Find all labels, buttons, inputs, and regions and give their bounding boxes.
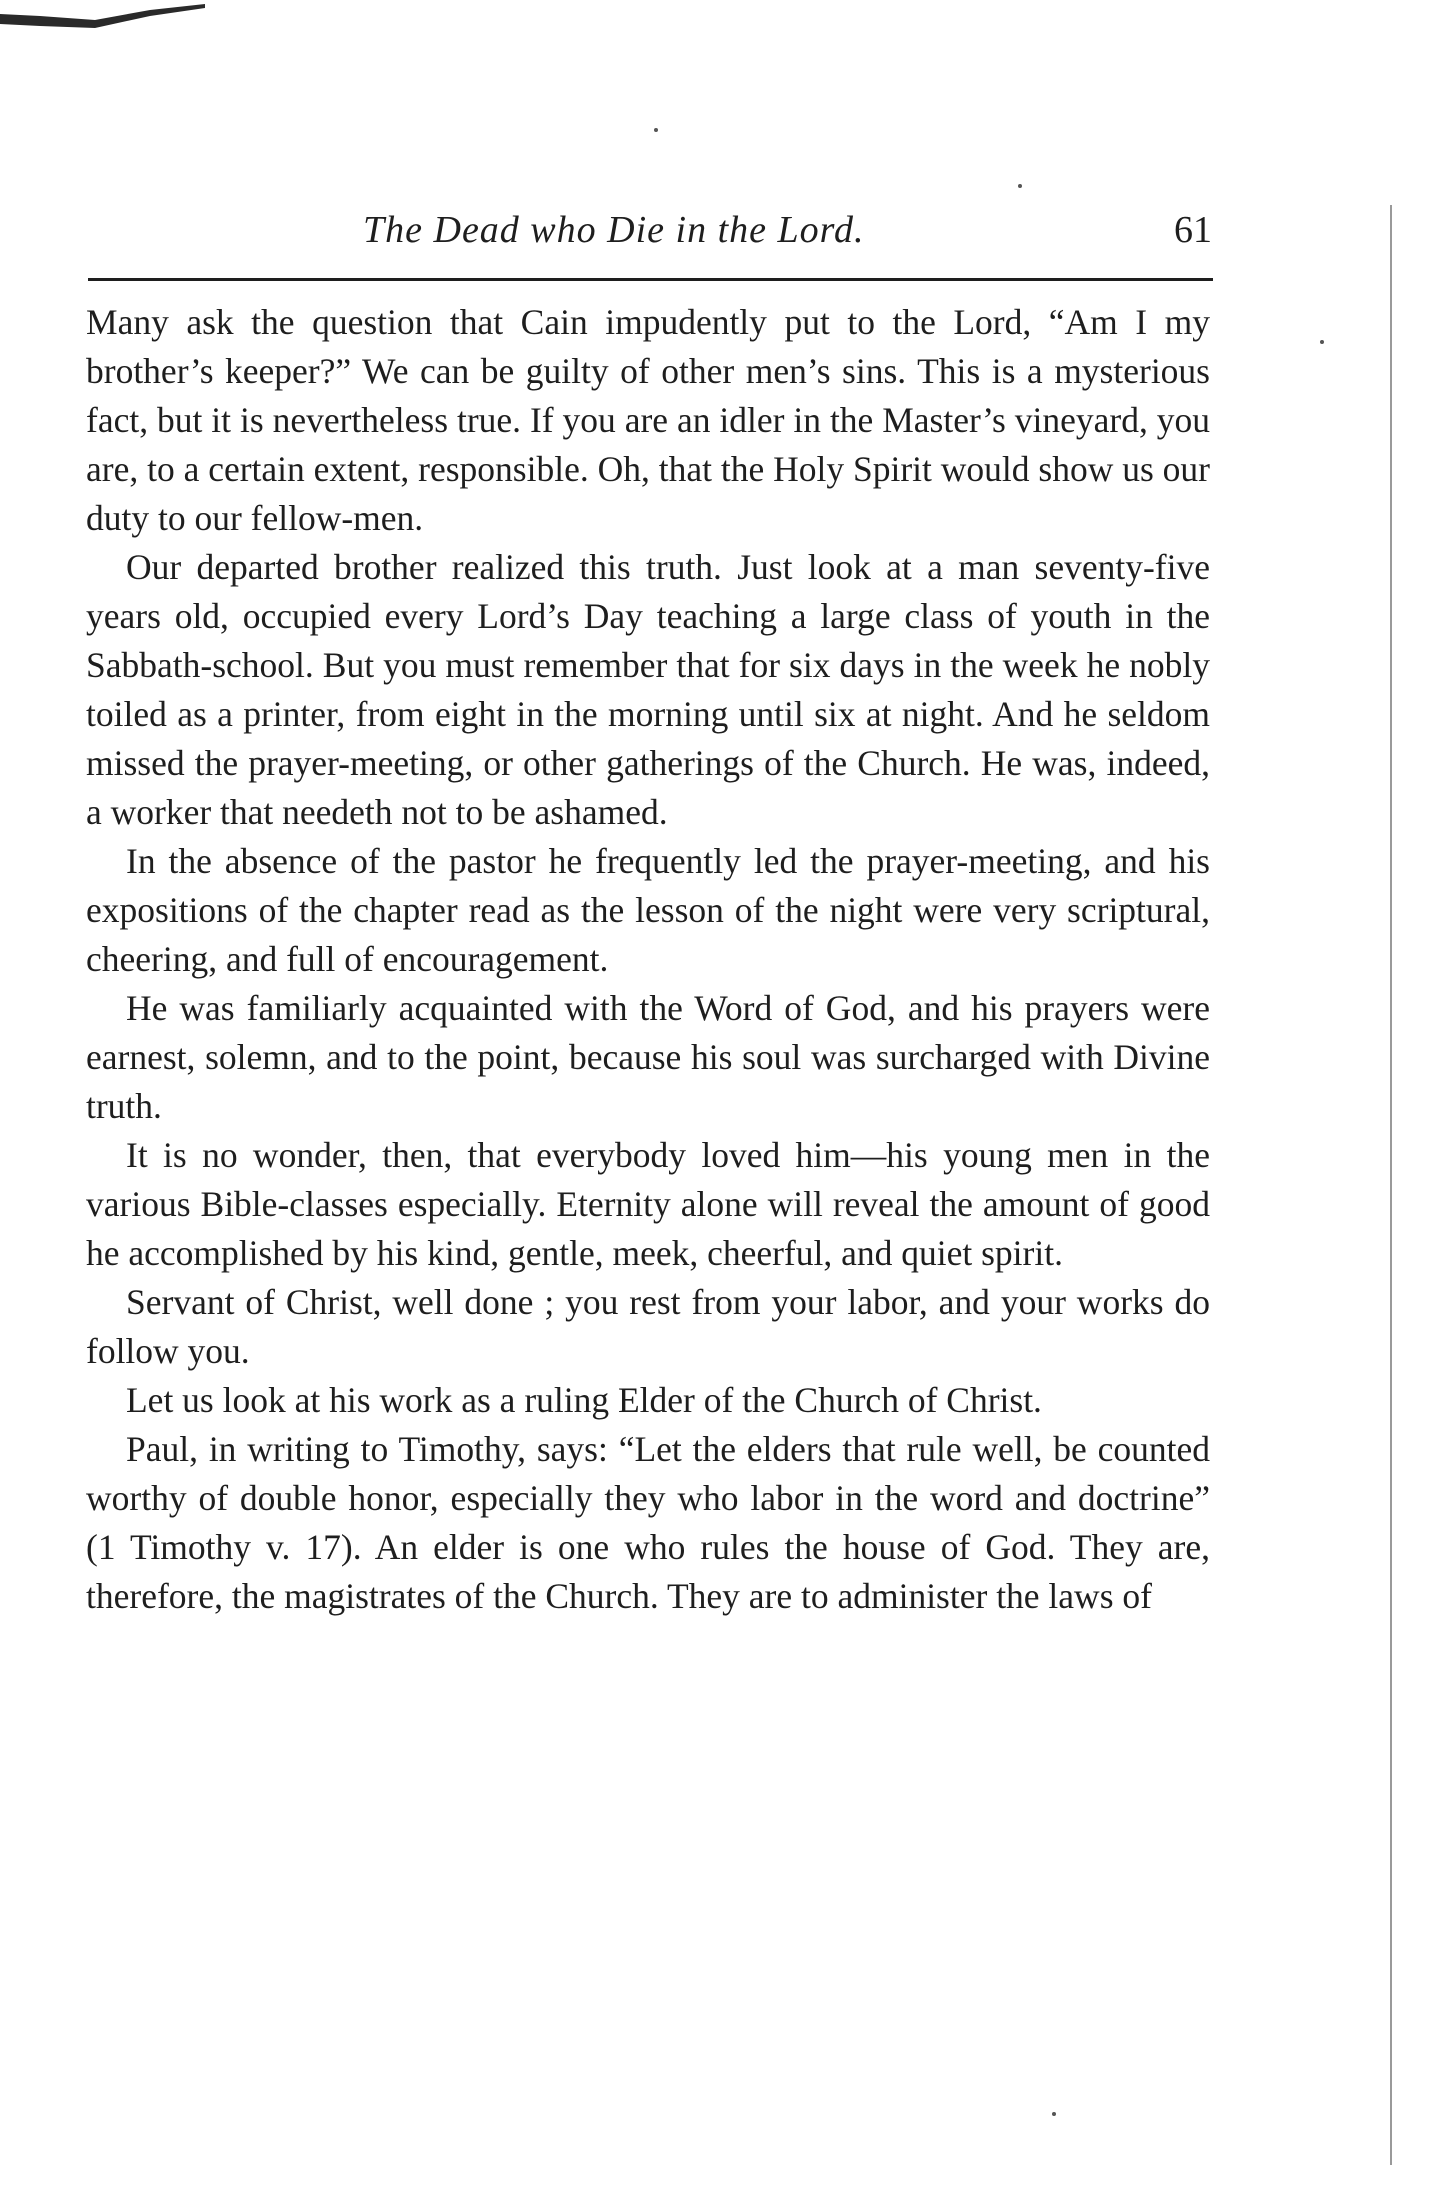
scan-artifact-mark bbox=[0, 0, 210, 40]
paragraph: Our departed brother realized this truth. Just look at a man seventy-five years old, occupied every Lord’s Day teaching a large class of youth in the Sabbath-school. But you must remember that for six days in the week he nobly toiled as a printer, from eight in the morning until six at night. And he seldom missed the prayer-meeting, or other gatherings of the Church. He was, indeed, a worker that needeth not to be ashamed. bbox=[86, 547, 1210, 832]
page-number: 61 bbox=[1174, 209, 1212, 251]
running-header bbox=[88, 202, 1212, 258]
body-text bbox=[86, 298, 1210, 1621]
scan-speck bbox=[1052, 2112, 1056, 2116]
scan-speck bbox=[654, 128, 658, 132]
scan-speck bbox=[1018, 184, 1022, 188]
paragraph: He was familiarly acquainted with the Word of God, and his prayers were earnest, solemn, and to the point, because his soul was surcharged with Divine truth. bbox=[86, 988, 1210, 1126]
header-rule bbox=[88, 278, 1213, 281]
paragraph: In the absence of the pastor he frequently led the prayer-meeting, and his expositions of the chapter read as the lesson of the night were very scriptural, cheering, and full of encouragement. bbox=[86, 841, 1210, 979]
paragraph: Servant of Christ, well done ; you rest from your labor, and your works do follow you. bbox=[86, 1282, 1210, 1371]
running-title: The Dead who Die in the Lord. bbox=[363, 209, 865, 251]
paragraph: Let us look at his work as a ruling Elder of the Church of Christ. bbox=[126, 1380, 1042, 1420]
paragraph: Many ask the question that Cain impudently put to the Lord, “Am I my brother’s keeper?” We can be guilty of other men’s sins. This is a mysterious fact, but it is nevertheless true. If you are an idler in the Master’s vineyard, you are, to a certain extent, responsible. Oh, that the Holy Spirit would show us our duty to our fellow-men. bbox=[86, 302, 1210, 538]
paragraph: It is no wonder, then, that everybody loved him—his young men in the various Bible-classes especially. Eternity alone will reveal the amount of good he accomplished by his kind, gentle, meek, cheerful, and quiet spirit. bbox=[86, 1135, 1210, 1273]
scan-speck bbox=[1320, 340, 1324, 344]
page-edge-line bbox=[1390, 205, 1392, 2165]
paragraph: Paul, in writing to Timothy, says: “Let the elders that rule well, be counted worthy of double honor, especially they who labor in the word and doctrine” (1 Timothy v. 17). An elder is one who rules the house of God. They are, therefore, the magistrates of the Church. They are to administer the laws of bbox=[86, 1429, 1210, 1616]
